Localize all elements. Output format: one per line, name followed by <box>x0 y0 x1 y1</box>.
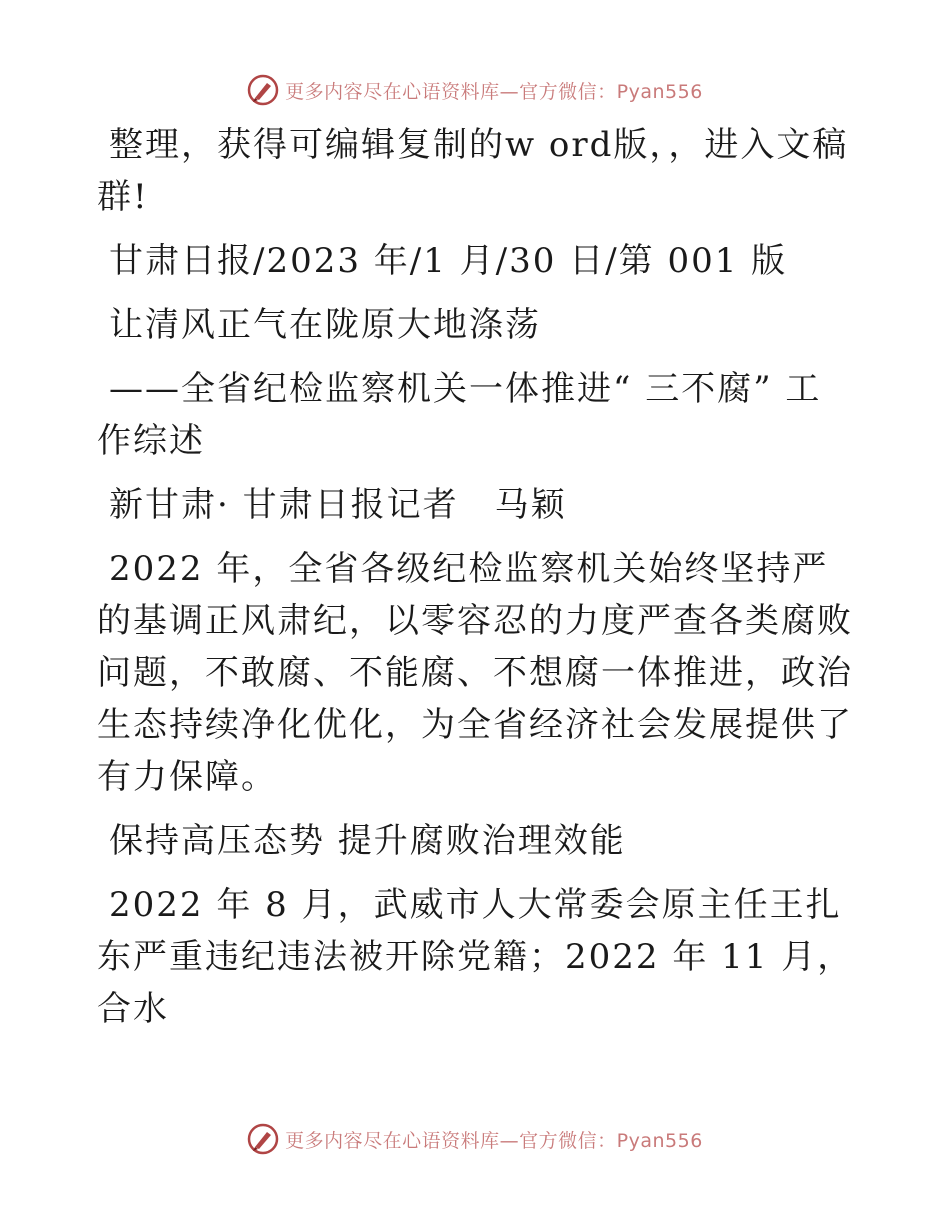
header-watermark <box>0 72 950 108</box>
document-body <box>97 119 857 1047</box>
body-paragraph: 2022 年，全省各级纪检监察机关始终坚持严的基调正风肃纪，以零容忍的力度严查各类腐败问题，不敢腐、不能腐、不想腐一体推进，政治生态持续净化优化，为全省经济社会发展提供了有力保障。 <box>97 549 853 797</box>
article-subtitle: ——全省纪检监察机关一体推进“ 三不腐” 工作综述 <box>97 369 822 461</box>
section-heading: 保持高压态势 提升腐败治理效能 <box>109 821 626 861</box>
body-paragraph: 2022 年 8 月，武威市人大常委会原主任王扎东严重违纪违法被开除党籍；2022 年 11 月，合水 <box>97 885 854 1029</box>
footer-watermark <box>0 1121 950 1157</box>
article-title: 让清风正气在陇原大地涤荡 <box>109 305 541 345</box>
watermark-text: 更多内容尽在心语资料库—官方微信：Pyan556 <box>285 1129 703 1152</box>
watermark-text: 更多内容尽在心语资料库—官方微信：Pyan556 <box>285 80 703 103</box>
quill-pen-logo-icon <box>247 74 279 106</box>
intro-paragraph: 整理，获得可编辑复制的w ord版，，进入文稿群! <box>97 125 849 217</box>
quill-pen-logo-icon <box>247 1123 279 1155</box>
source-line: 甘肃日报/2023 年/1 月/30 日/第 001 版 <box>109 241 788 281</box>
byline: 新甘肃· 甘肃日报记者 马颖 <box>109 485 567 525</box>
